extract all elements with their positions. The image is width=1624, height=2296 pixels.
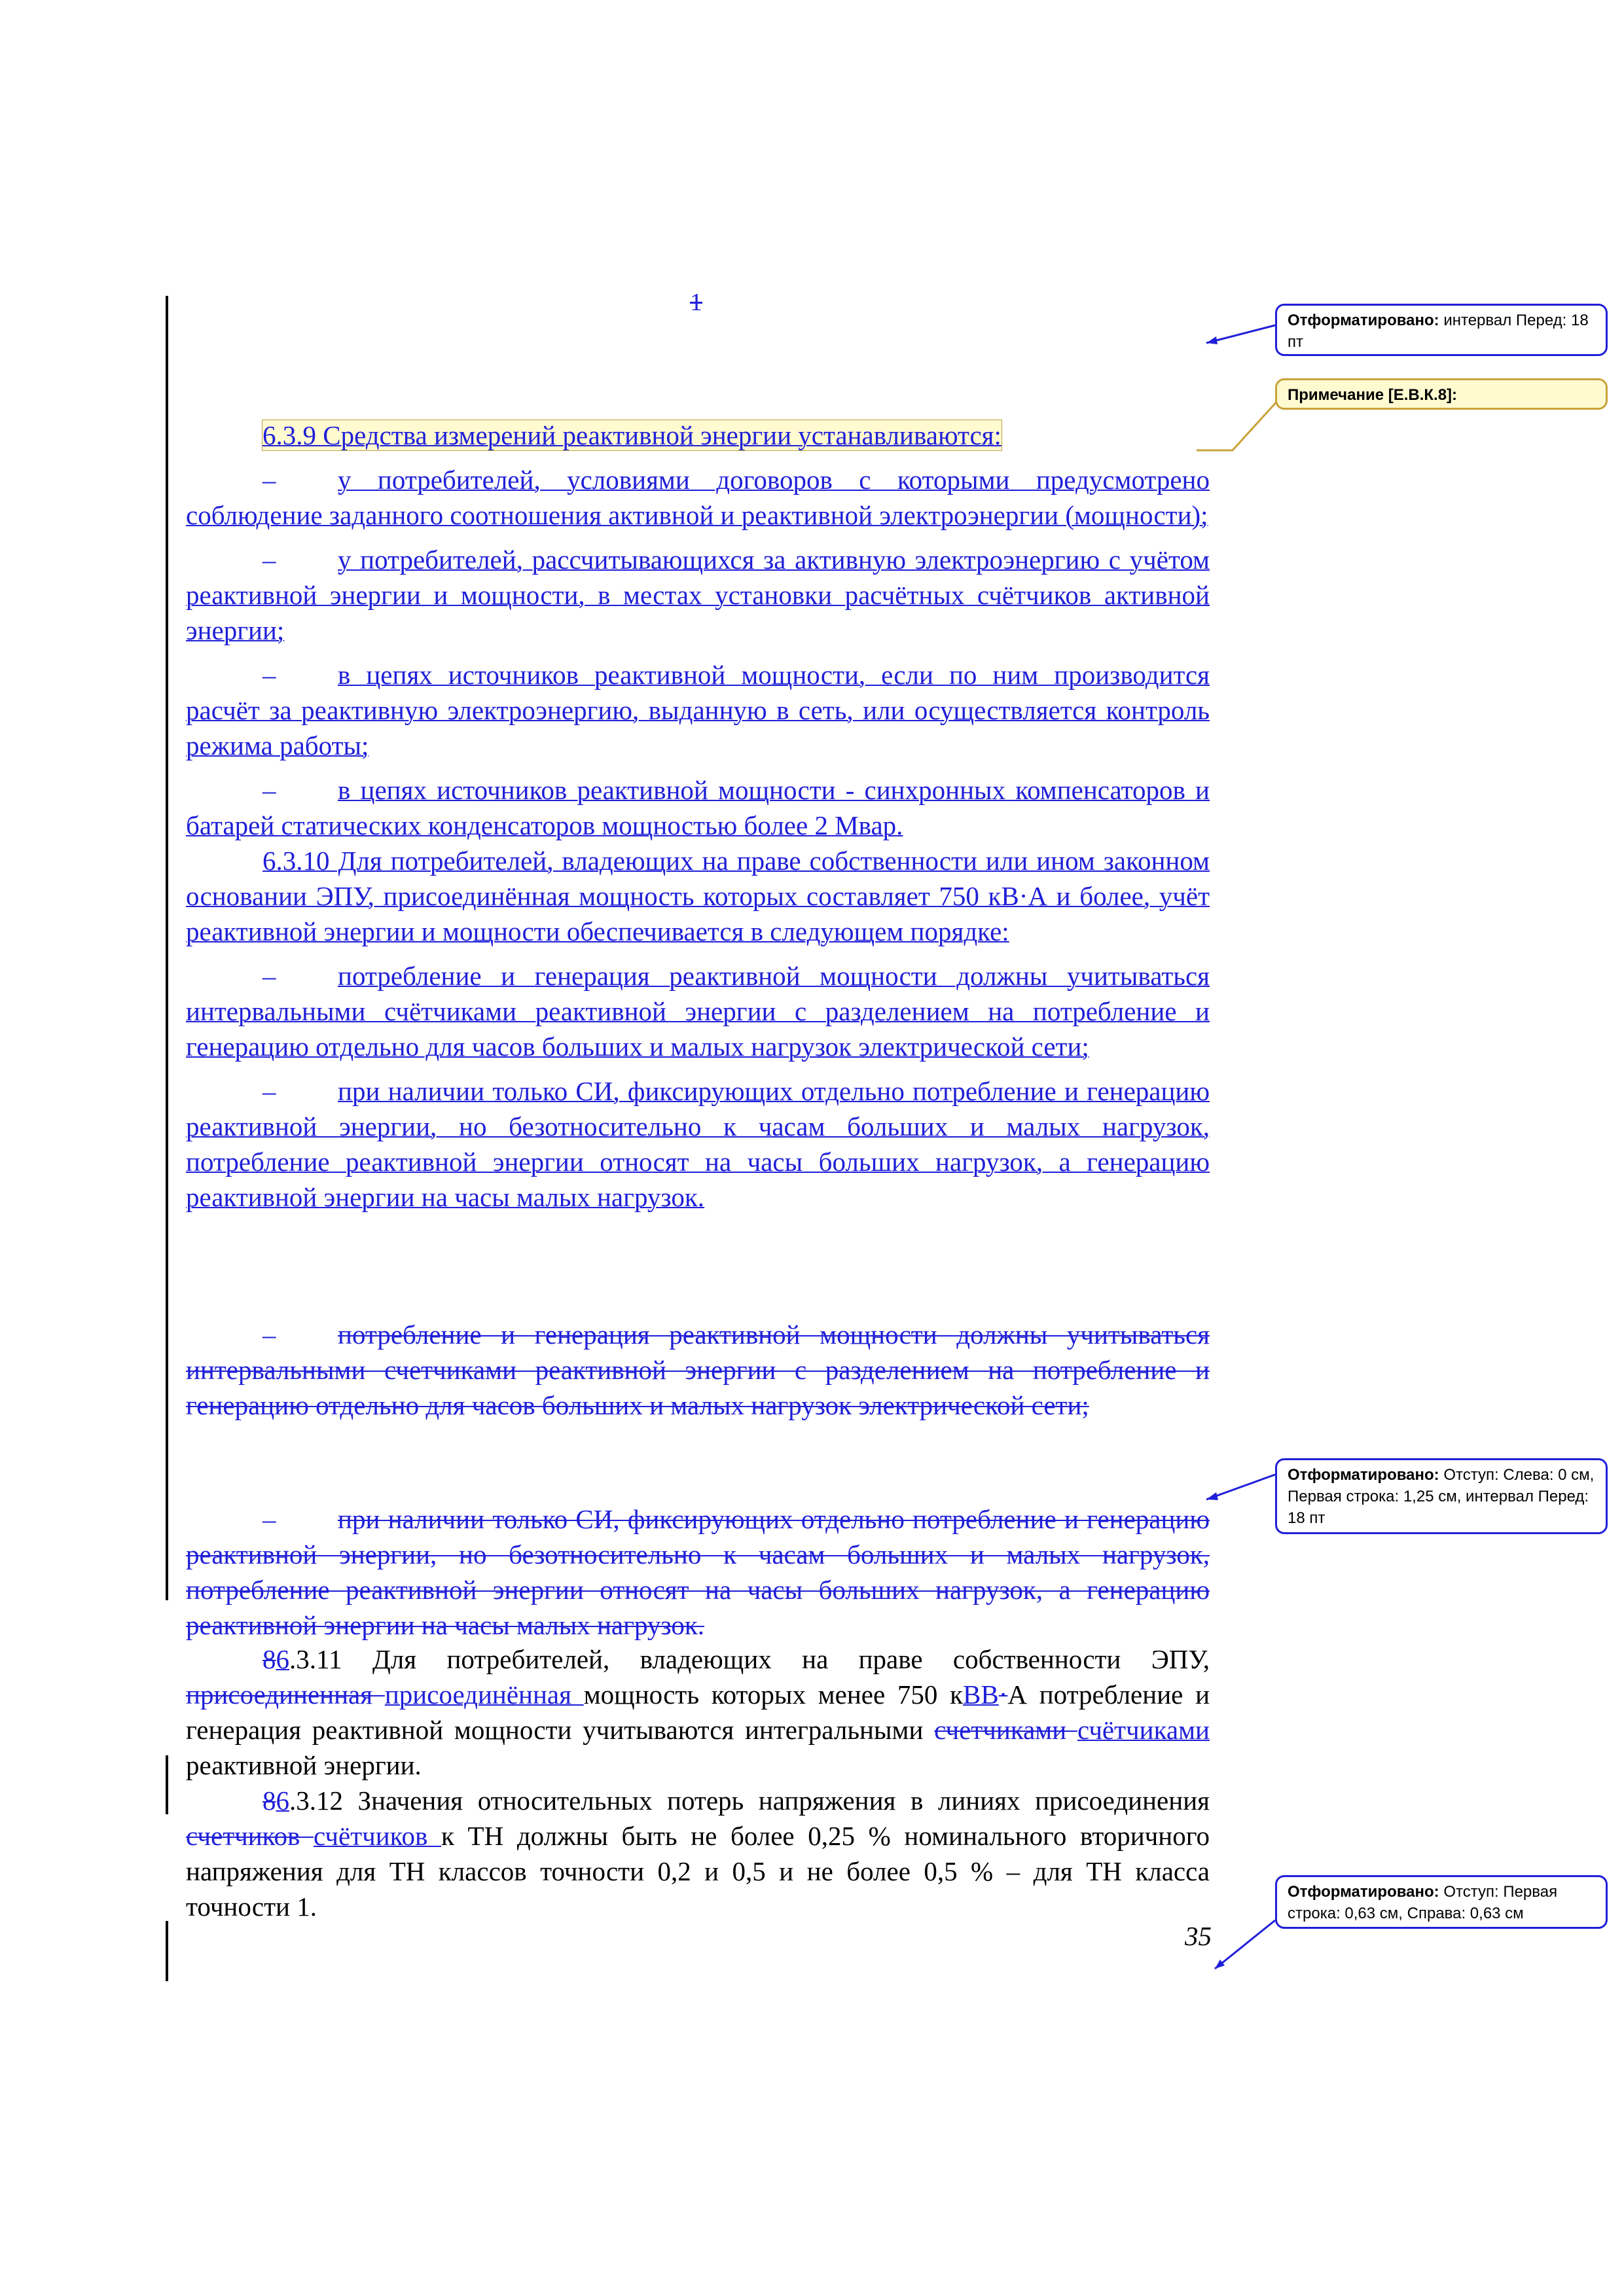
bullet-item: – у потребителей, условиями договоров с которыми предусмотрено соблюдение заданного соотношения активной и реактивной электроэнергии (мощности); <box>186 465 1210 530</box>
bullet-item: – у потребителей, рассчитывающихся за активную электроэнергию с учётом реактивной энергии и мощности, в местах установки расчётных счётчиков активной энергии; <box>186 545 1210 645</box>
bullet-item: – в цепях источников реактивной мощности - синхронных компенсаторов и батарей статических конденсаторов мощностью более 2 Мвар. <box>186 775 1210 840</box>
page-number: 35 <box>1185 1921 1212 1951</box>
note-comment[interactable]: Примечание [Е.В.К.8]: <box>1275 378 1608 410</box>
clause-6-3-12: 86.3.12 Значения относительных потерь напряжения в линиях присоединения счетчиков счётчиков к ТН должны быть не более 0,25 % номинального вторичного напряжения для ТН классов точности 0,2 и 0,5 и не более 0,5 % – для ТН класса точности 1. <box>186 1785 1210 1922</box>
deleted-bullet: – потребление и генерация реактивной мощности должны учитываться интервальными счетчиками реактивной энергии с разделением на потребление и генерацию отдельно для часов больших и малых нагрузок электрической сети; <box>186 1319 1210 1420</box>
format-comment[interactable]: Отформатировано: Отступ: Первая строка: 0,63 см, Справа: 0,63 см <box>1275 1875 1608 1929</box>
bullet-item: – в цепях источников реактивной мощности, если по ним производится расчёт за реактивную электроэнергию, выданную в сеть, или осуществляется контроль режима работы; <box>186 660 1210 761</box>
deleted-marker: 1 <box>690 289 702 316</box>
bullet-item: – при наличии только СИ, фиксирующих отдельно потребление и генерацию реактивной энергии, но безотносительно к часам больших и малых нагрузок, потребление реактивной энергии относят на часы больших нагрузок, а генерацию реактивной энергии на часы малых нагрузок. <box>186 1076 1210 1212</box>
clause-6-3-11: 86.3.11 Для потребителей, владеющих на праве собственности ЭПУ, присоединенная присоединённая мощность которых менее 750 кВВ·А потребление и генерация реактивной мощности учитываются интегральными счетчиками счётчиками реактивной энергии. <box>186 1644 1210 1780</box>
clause-6-3-9-text[interactable]: 6.3.9 Средства измерений реактивной энергии устанавливаются: <box>262 420 1001 450</box>
format-comment[interactable]: Отформатировано: Отступ: Слева: 0 см, Первая строка: 1,25 см, интервал Перед: 18 пт <box>1275 1458 1608 1534</box>
clause-6-3-10: 6.3.10 Для потребителей, владеющих на праве собственности или ином законном основании ЭПУ, присоединённая мощность которых составляет 750 кВ·А и более, учёт реактивной энергии и мощности обеспечивается в следующем порядке: <box>186 846 1210 946</box>
format-comment[interactable]: Отформатировано: интервал Перед: 18 пт <box>1275 304 1608 356</box>
bullet-item: – потребление и генерация реактивной мощности должны учитываться интервальными счётчиками реактивной энергии с разделением на потребление и генерацию отдельно для часов больших и малых нагрузок электрической сети; <box>186 961 1210 1062</box>
deleted-bullet: – при наличии только СИ, фиксирующих отдельно потребление и генерацию реактивной энергии, но безотносительно к часам больших и малых нагрузок, потребление реактивной энергии относят на часы больших нагрузок, а генерацию реактивной энергии на часы малых нагрузок. <box>186 1504 1210 1640</box>
